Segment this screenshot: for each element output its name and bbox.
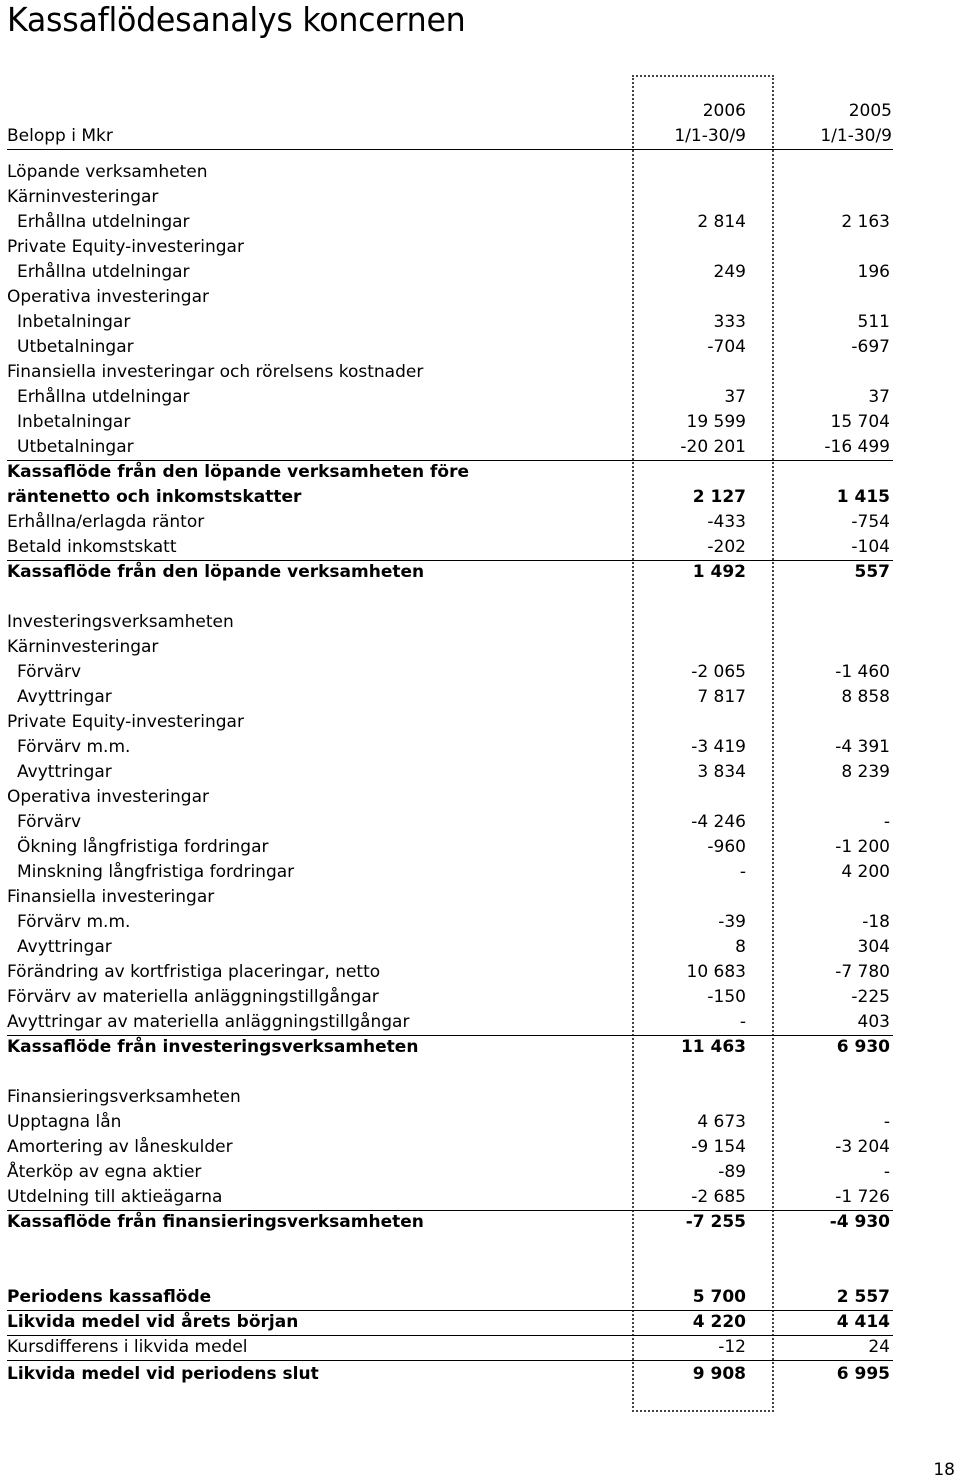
table-row (7, 160, 893, 185)
value-2005: 6 930 (836, 1037, 890, 1057)
row-label: Erhållna utdelningar (17, 212, 190, 232)
col1-year: 2006 (702, 101, 746, 121)
value-2005: 8 858 (841, 687, 890, 707)
value-2006: -9 154 (691, 1137, 746, 1157)
table-row (7, 360, 893, 385)
value-2006: 249 (713, 262, 746, 282)
value-2005: -4 930 (829, 1212, 890, 1232)
row-label: Förändring av kortfristiga placeringar, netto (7, 962, 381, 982)
row-label: Kärninvesteringar (7, 187, 159, 207)
value-2005: -697 (851, 337, 890, 357)
row-label: Erhållna/erlagda räntor (7, 512, 205, 532)
row-label: Kärninvesteringar (7, 637, 159, 657)
value-2005: 511 (857, 312, 890, 332)
row-label: Erhållna utdelningar (17, 387, 190, 407)
table-row (7, 485, 893, 510)
row-label: Amortering av låneskulder (7, 1137, 233, 1157)
value-2006: -2 685 (691, 1187, 746, 1207)
table-row (7, 610, 893, 635)
value-2006: -89 (718, 1162, 746, 1182)
row-label: Kassaflöde från investeringsverksamheten (7, 1037, 419, 1057)
table-row (7, 185, 893, 210)
row-label: Avyttringar (17, 687, 112, 707)
value-2006: 2 127 (692, 487, 746, 507)
unit-label: Belopp i Mkr (7, 126, 113, 146)
row-label: Avyttringar (17, 762, 112, 782)
row-label: Förvärv av materiella anläggningstillgångar (7, 987, 379, 1007)
table-row (7, 1210, 893, 1235)
value-2006: 9 908 (692, 1364, 746, 1384)
table-row (7, 1010, 893, 1036)
table-row (7, 885, 893, 910)
row-label: Ökning långfristiga fordringar (17, 837, 269, 857)
value-2006: -960 (707, 837, 746, 857)
table-row (7, 560, 893, 585)
value-2006: 10 683 (686, 962, 746, 982)
row-label: Erhållna utdelningar (17, 262, 190, 282)
table-row (7, 660, 893, 685)
value-2006: 333 (713, 312, 746, 332)
value-2005: - (883, 812, 890, 832)
row-label: Private Equity-investeringar (7, 712, 244, 732)
table-row (7, 535, 893, 561)
value-2005: 304 (857, 937, 890, 957)
value-2005: 6 995 (836, 1364, 890, 1384)
value-2005: -1 460 (835, 662, 890, 682)
table-row (7, 335, 893, 360)
row-label: Avyttringar av materiella anläggningstillgångar (7, 1012, 410, 1032)
table-row (7, 410, 893, 435)
value-2005: 24 (868, 1337, 890, 1357)
value-2005: 37 (868, 387, 890, 407)
page-title: Kassaflödesanalys koncernen (7, 0, 466, 39)
value-2005: -4 391 (835, 737, 890, 757)
table-row (7, 860, 893, 885)
table-row (7, 1135, 893, 1160)
table-row (7, 910, 893, 935)
value-2006: 7 817 (697, 687, 746, 707)
row-label: Kassaflöde från den löpande verksamheten före (7, 462, 470, 482)
value-2006: 4 220 (692, 1312, 746, 1332)
table-row (7, 835, 893, 860)
table-row (7, 785, 893, 810)
value-2006: - (739, 1012, 746, 1032)
value-2005: -1 200 (835, 837, 890, 857)
row-label: Upptagna lån (7, 1112, 122, 1132)
value-2006: -202 (707, 537, 746, 557)
value-2006: 1 492 (692, 562, 746, 582)
table-row (7, 460, 893, 485)
value-2006: -4 246 (691, 812, 746, 832)
table-row (7, 235, 893, 260)
row-label: Private Equity-investeringar (7, 237, 244, 257)
col2-year: 2005 (848, 101, 892, 121)
value-2006: 4 673 (697, 1112, 746, 1132)
row-label: Periodens kassaflöde (7, 1287, 212, 1307)
table-row (7, 685, 893, 710)
value-2005: -16 499 (824, 437, 890, 457)
value-2005: - (883, 1162, 890, 1182)
table-row (7, 1085, 893, 1110)
value-2005: 1 415 (836, 487, 890, 507)
row-label: Finansiella investeringar och rörelsens kostnader (7, 362, 424, 382)
table-row (7, 985, 893, 1010)
value-2006: -7 255 (685, 1212, 746, 1232)
value-2006: -704 (707, 337, 746, 357)
table-row (7, 1285, 893, 1311)
row-label: räntenetto och inkomstskatter (7, 487, 302, 507)
table-row (7, 810, 893, 835)
table-row (7, 1362, 893, 1387)
table-row (7, 710, 893, 735)
row-label: Finansieringsverksamheten (7, 1087, 241, 1107)
value-2005: 557 (854, 562, 890, 582)
row-label: Finansiella investeringar (7, 887, 215, 907)
value-2006: 5 700 (692, 1287, 746, 1307)
row-label: Investeringsverksamheten (7, 612, 234, 632)
row-label: Förvärv (17, 812, 82, 832)
row-label: Förvärv m.m. (17, 912, 131, 932)
value-2005: 4 200 (841, 862, 890, 882)
row-label: Betald inkomstskatt (7, 537, 177, 557)
table-row (7, 285, 893, 310)
table-row (7, 1185, 893, 1211)
value-2006: -433 (707, 512, 746, 532)
row-label: Inbetalningar (17, 412, 131, 432)
table-row (7, 1335, 893, 1361)
table-row (7, 735, 893, 760)
row-label: Löpande verksamheten (7, 162, 208, 182)
table-row (7, 760, 893, 785)
table-row (7, 1310, 893, 1336)
value-2006: -39 (718, 912, 746, 932)
value-2005: 8 239 (841, 762, 890, 782)
table-row (7, 310, 893, 335)
value-2005: 403 (857, 1012, 890, 1032)
value-2005: -754 (851, 512, 890, 532)
value-2006: -2 065 (691, 662, 746, 682)
value-2006: -3 419 (691, 737, 746, 757)
table-row (7, 1160, 893, 1185)
row-label: Likvida medel vid årets början (7, 1312, 299, 1332)
row-label: Kassaflöde från finansieringsverksamheten (7, 1212, 424, 1232)
row-label: Utbetalningar (17, 437, 134, 457)
value-2006: - (739, 862, 746, 882)
row-label: Kassaflöde från den löpande verksamheten (7, 562, 425, 582)
value-2005: -18 (862, 912, 890, 932)
value-2005: - (883, 1112, 890, 1132)
row-label: Operativa investeringar (7, 787, 209, 807)
row-label: Utdelning till aktieägarna (7, 1187, 223, 1207)
row-label: Återköp av egna aktier (7, 1162, 202, 1182)
value-2006: 2 814 (697, 212, 746, 232)
value-2006: -12 (718, 1337, 746, 1357)
row-label: Operativa investeringar (7, 287, 209, 307)
table-row (7, 1110, 893, 1135)
row-label: Kursdifferens i likvida medel (7, 1337, 248, 1357)
value-2006: 19 599 (686, 412, 746, 432)
row-label: Likvida medel vid periodens slut (7, 1364, 319, 1384)
row-label: Förvärv (17, 662, 82, 682)
value-2006: 37 (724, 387, 746, 407)
value-2005: -225 (851, 987, 890, 1007)
value-2005: 15 704 (830, 412, 890, 432)
table-row (7, 635, 893, 660)
table-row (7, 960, 893, 985)
row-label: Utbetalningar (17, 337, 134, 357)
col1-period: 1/1-30/9 (674, 126, 746, 146)
value-2005: 4 414 (836, 1312, 890, 1332)
table-row (7, 935, 893, 960)
value-2005: -104 (851, 537, 890, 557)
row-label: Avyttringar (17, 937, 112, 957)
value-2006: -150 (707, 987, 746, 1007)
value-2005: -1 726 (835, 1187, 890, 1207)
table-row (7, 510, 893, 535)
value-2005: 2 557 (836, 1287, 890, 1307)
value-2005: 196 (857, 262, 890, 282)
value-2006: 11 463 (680, 1037, 746, 1057)
value-2006: 8 (735, 937, 746, 957)
table-row (7, 210, 893, 235)
row-label: Förvärv m.m. (17, 737, 131, 757)
row-label: Minskning långfristiga fordringar (17, 862, 295, 882)
value-2005: 2 163 (841, 212, 890, 232)
table-row (7, 260, 893, 285)
value-2005: -3 204 (835, 1137, 890, 1157)
table-row (7, 435, 893, 461)
table-row (7, 385, 893, 410)
page-number: 18 (933, 1460, 955, 1480)
col2-period: 1/1-30/9 (820, 126, 892, 146)
row-label: Inbetalningar (17, 312, 131, 332)
value-2006: -20 201 (680, 437, 746, 457)
table-row (7, 1035, 893, 1060)
value-2005: -7 780 (835, 962, 890, 982)
value-2006: 3 834 (697, 762, 746, 782)
